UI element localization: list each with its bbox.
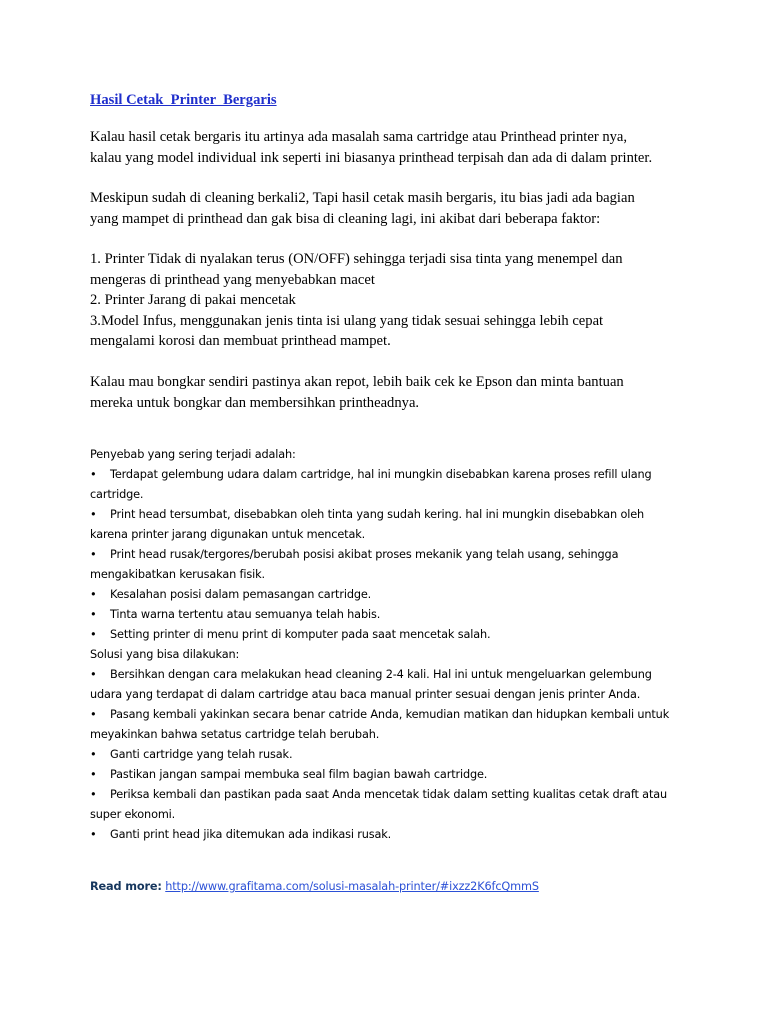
solutions-item-text: Pasang kembali yakinkan secara benar catride Anda, kemudian matikan dan hidupkan kembali untuk xyxy=(110,708,670,721)
bullet-icon: • xyxy=(90,548,97,561)
causes-item-text: Tinta warna tertentu atau semuanya telah habis. xyxy=(110,608,381,621)
causes-item xyxy=(90,465,690,485)
solutions-heading: Solusi yang bisa dilakukan: xyxy=(90,648,240,661)
solutions-item xyxy=(90,785,690,805)
cleaning-line: Meskipun sudah di cleaning berkali2, Tapi hasil cetak masih bergaris, itu bias jadi ada bagian xyxy=(90,190,635,206)
solutions-item xyxy=(90,665,690,685)
bullet-icon: • xyxy=(90,588,97,601)
causes-item-text: Terdapat gelembung udara dalam cartridge, hal ini mungkin disebabkan karena proses refill ulang xyxy=(110,468,652,481)
solutions-item xyxy=(90,765,690,785)
causes-item xyxy=(90,605,690,625)
bullet-icon: • xyxy=(90,828,97,841)
causes-item-text: karena printer jarang digunakan untuk mencetak. xyxy=(90,528,366,541)
causes-item xyxy=(90,585,690,605)
cleaning-paragraph xyxy=(90,188,690,229)
solutions-item-text: Periksa kembali dan pastikan pada saat Anda mencetak tidak dalam setting kualitas cetak draft atau xyxy=(110,788,668,801)
bullet-icon: • xyxy=(90,668,97,681)
factor-line: mengeras di printhead yang menyebabkan macet xyxy=(90,271,375,288)
cleaning-line: yang mampet di printhead dan gak bisa di cleaning lagi, ini akibat dari beberapa faktor: xyxy=(90,210,601,227)
factor-line: mengalami korosi dan membuat printhead mampet. xyxy=(90,333,391,349)
causes-item-text: cartridge. xyxy=(90,488,144,501)
causes-item-text: Print head tersumbat, disebabkan oleh tinta yang sudah kering. hal ini mungkin disebabkan oleh xyxy=(110,508,645,521)
solutions-item-text: Ganti print head jika ditemukan ada indikasi rusak. xyxy=(110,828,392,841)
factors-paragraph xyxy=(90,249,690,352)
bullet-icon: • xyxy=(90,708,97,721)
solutions-item xyxy=(90,805,690,825)
solutions-item-text: Ganti cartridge yang telah rusak. xyxy=(110,748,293,761)
causes-item xyxy=(90,565,690,585)
solutions-item xyxy=(90,825,690,845)
intro-paragraph xyxy=(90,127,690,168)
bullet-icon: • xyxy=(90,748,97,761)
solutions-item-text: Bersihkan dengan cara melakukan head cleaning 2-4 kali. Hal ini untuk mengeluarkan gelembung xyxy=(110,668,652,681)
bullet-icon: • xyxy=(90,508,97,521)
bullet-icon: • xyxy=(90,468,97,481)
causes-item-text: mengakibatkan kerusakan fisik. xyxy=(90,568,265,581)
causes-item xyxy=(90,545,690,565)
causes-item xyxy=(90,485,690,505)
causes-solutions-section xyxy=(90,445,690,845)
bullet-icon: • xyxy=(90,628,97,641)
solutions-item xyxy=(90,705,690,725)
solutions-item-text: udara yang terdapat di dalam cartridge atau baca manual printer sesuai dengan jenis printer Anda. xyxy=(90,688,641,701)
bullet-icon: • xyxy=(90,608,97,621)
causes-item-text: Print head rusak/tergores/berubah posisi akibat proses mekanik yang telah usang, sehingga xyxy=(110,548,619,561)
causes-item xyxy=(90,625,690,645)
solutions-item xyxy=(90,725,690,745)
read-more xyxy=(90,877,539,897)
factor-line: 1. Printer Tidak di nyalakan terus (ON/OFF) sehingga terjadi sisa tinta yang menempel dan xyxy=(90,251,623,267)
causes-item-text: Kesalahan posisi dalam pemasangan cartridge. xyxy=(110,588,372,601)
bullet-icon: • xyxy=(90,788,97,801)
causes-heading: Penyebab yang sering terjadi adalah: xyxy=(90,448,296,461)
solutions-item-text: meyakinkan bahwa setatus cartridge telah berubah. xyxy=(90,728,380,741)
solutions-item-text: super ekonomi. xyxy=(90,808,176,821)
title-link[interactable]: Hasil Cetak Printer Bergaris xyxy=(90,92,277,108)
read-more-label: Read more: xyxy=(90,880,162,893)
causes-item xyxy=(90,505,690,525)
intro-line: Kalau hasil cetak bergaris itu artinya ada masalah sama cartridge atau Printhead printer nya, xyxy=(90,129,628,145)
epson-line: mereka untuk bongkar dan membersihkan printheadnya. xyxy=(90,394,420,411)
causes-list xyxy=(90,465,690,645)
causes-item xyxy=(90,525,690,545)
solutions-item xyxy=(90,685,690,705)
intro-line: kalau yang model individual ink seperti ini biasanya printhead terpisah dan ada di dalam printer. xyxy=(90,149,653,166)
epson-line: Kalau mau bongkar sendiri pastinya akan repot, lebih baik cek ke Epson dan minta bantuan xyxy=(90,374,624,390)
read-more-link[interactable]: http://www.grafitama.com/solusi-masalah-printer/#ixzz2K6fcQmmS xyxy=(165,880,539,893)
solutions-item xyxy=(90,745,690,765)
epson-paragraph xyxy=(90,372,690,413)
factor-line: 2. Printer Jarang di pakai mencetak xyxy=(90,292,296,308)
solutions-item-text: Pastikan jangan sampai membuka seal film bagian bawah cartridge. xyxy=(110,768,488,781)
bullet-icon: • xyxy=(90,768,97,781)
factor-line: 3.Model Infus, menggunakan jenis tinta isi ulang yang tidak sesuai sehingga lebih cepat xyxy=(90,312,604,329)
causes-item-text: Setting printer di menu print di komputer pada saat mencetak salah. xyxy=(110,628,491,641)
solutions-list xyxy=(90,665,690,845)
